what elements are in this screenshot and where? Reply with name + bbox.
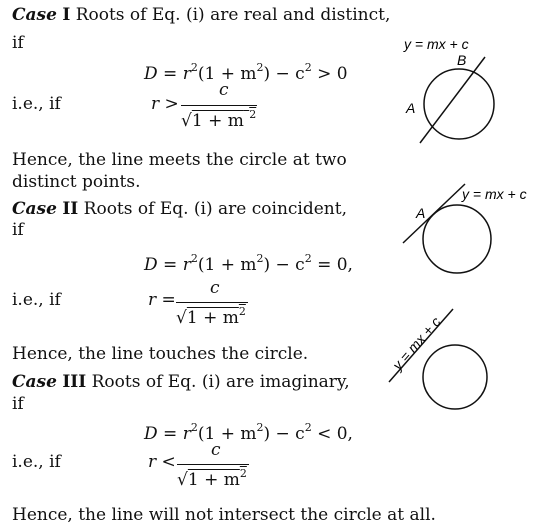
point-a-label-1: A: [406, 100, 416, 116]
case1-case-num: I: [62, 5, 71, 25]
case2-hence: Hence, the line touches the circle.: [12, 344, 309, 364]
case2-denominator: $√1 + m^2$: [176, 305, 246, 328]
tangent-line-label: y = mx + c: [462, 186, 527, 202]
non-intersecting-line-label: y = mx + c: [389, 313, 444, 373]
case2-case-word: Case: [12, 199, 57, 219]
figure-secant: [403, 36, 494, 143]
case1-condition: r >: [151, 94, 179, 114]
circle-3: [423, 345, 487, 409]
case3-condition: r <: [148, 452, 176, 472]
case3-numerator: c: [211, 440, 221, 460]
case3-hence: Hence, the line will not intersect the circle at all.: [12, 505, 436, 525]
case2-case-num: II: [62, 199, 79, 219]
case3-text: Roots of Eq. (i) are imaginary,: [91, 372, 350, 392]
case3-ie-if: i.e., if: [12, 452, 61, 472]
case1-hence-line2: distinct points.: [12, 172, 141, 192]
case3-case-num: III: [62, 372, 87, 392]
case2-text: Roots of Eq. (i) are coincident,: [83, 199, 347, 219]
secant-line-label: y = mx + c: [404, 36, 469, 52]
case1-numerator: c: [219, 80, 229, 100]
case1-equation: $D = r^2(1 + m^2) - c^2 > 0$: [144, 61, 348, 84]
case3-denominator: $√1 + m^2$: [177, 467, 247, 490]
case1-case-word: Case: [12, 5, 57, 25]
figure-no-intersection: [389, 309, 487, 409]
case2-condition: r =: [148, 290, 176, 310]
point-b-label: B: [457, 52, 467, 68]
case1-hence-line1: Hence, the line meets the circle at two: [12, 150, 347, 170]
case1-ie-if: i.e., if: [12, 94, 61, 114]
case1-denominator: √1 + m $^2$: [181, 108, 257, 131]
case1-if: if: [12, 33, 24, 53]
case1-text: Roots of Eq. (i) are real and distinct,: [75, 5, 391, 25]
case3-if: if: [12, 394, 24, 414]
figure-tangent: [403, 184, 527, 273]
case2-if: if: [12, 220, 24, 240]
case2-equation: $D = r^2(1 + m^2) - c^2 = 0$,: [144, 252, 353, 275]
point-a-label-2: A: [416, 205, 426, 221]
case3-case-word: Case: [12, 372, 57, 392]
case2-numerator: c: [210, 278, 220, 298]
circle-1: [424, 69, 494, 139]
tangent-line: [403, 184, 465, 243]
case3-equation: $D = r^2(1 + m^2) - c^2 < 0$,: [144, 421, 353, 444]
case2-ie-if: i.e., if: [12, 290, 61, 310]
